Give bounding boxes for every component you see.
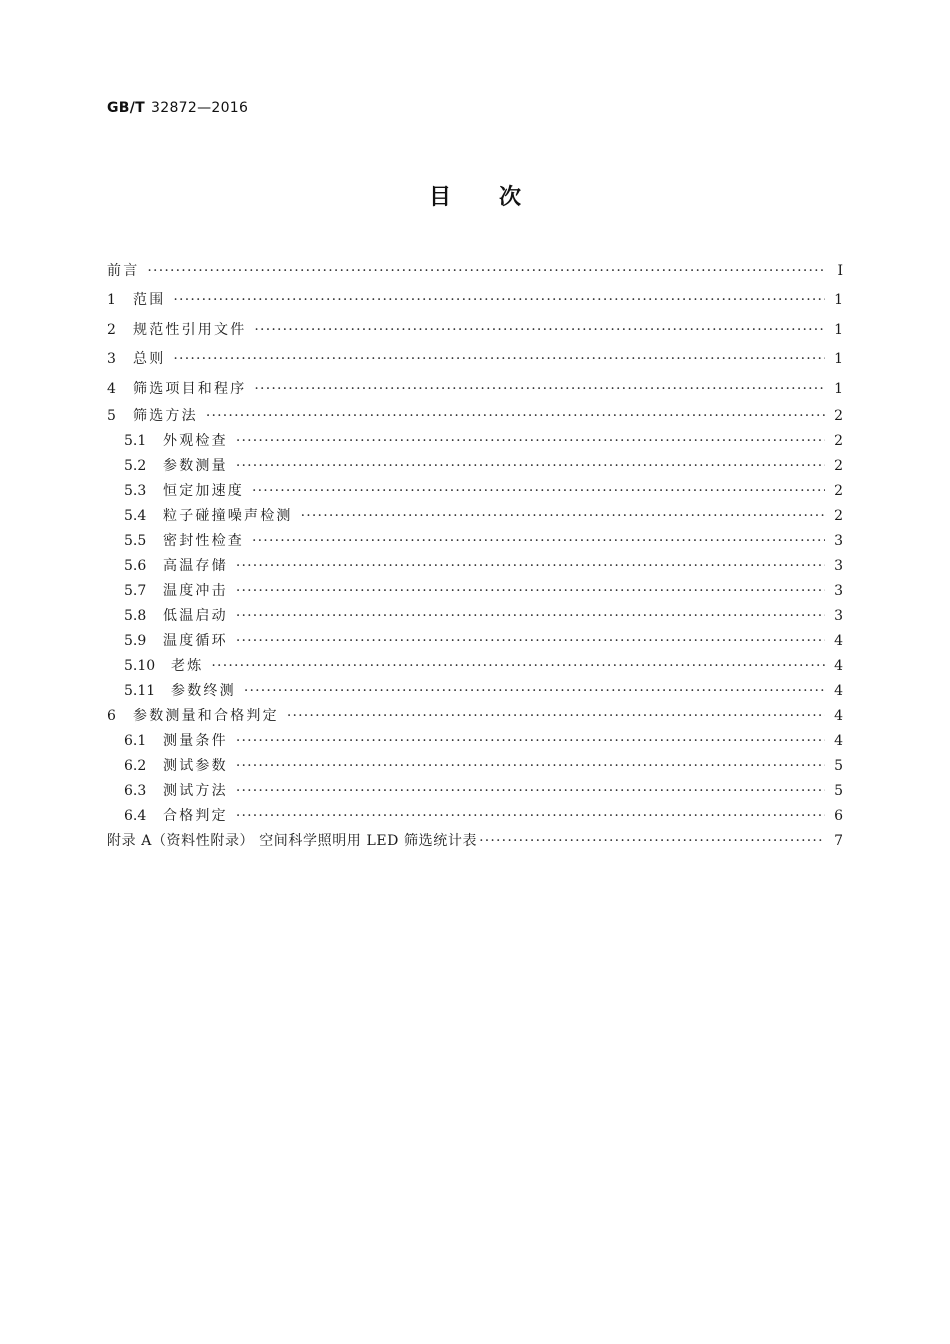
toc-entry-page: 4 bbox=[834, 733, 843, 749]
toc-entry-page: 1 bbox=[834, 380, 843, 397]
toc-entry-label: 范围 bbox=[133, 292, 166, 309]
toc-entry-page: 1 bbox=[834, 321, 843, 338]
toc-entry-6-2[interactable] bbox=[107, 754, 843, 779]
toc-entry-label: 高温存储 bbox=[163, 558, 228, 574]
toc-entry-label: 测试参数 bbox=[163, 758, 228, 774]
toc-leader-dots bbox=[254, 320, 825, 340]
toc-leader-dots bbox=[236, 431, 825, 451]
toc-entry-number: 1 bbox=[107, 292, 116, 309]
toc-entry-label: 低温启动 bbox=[163, 608, 228, 624]
toc-entry-label: 筛选方法 bbox=[133, 408, 198, 424]
toc-entry-label: 规范性引用文件 bbox=[133, 321, 247, 338]
toc-entry-5-9[interactable] bbox=[107, 629, 843, 654]
toc-entry-page: 4 bbox=[834, 658, 843, 674]
toc-entry-6-3[interactable] bbox=[107, 779, 843, 804]
toc-entry-label: 测试方法 bbox=[163, 783, 228, 799]
toc-leader-dots bbox=[236, 606, 825, 626]
toc-entry-number: 5.1 bbox=[124, 433, 147, 449]
toc-leader-dots bbox=[173, 290, 825, 310]
toc-entry-number: 5.4 bbox=[124, 508, 147, 524]
toc-entry-annex-a[interactable] bbox=[107, 829, 843, 854]
table-of-contents bbox=[107, 256, 843, 854]
toc-entry-5-7[interactable] bbox=[107, 579, 843, 604]
toc-entry-label: 恒定加速度 bbox=[163, 483, 244, 499]
toc-entry-number: 4 bbox=[107, 380, 116, 397]
toc-entry-number: 2 bbox=[107, 321, 116, 338]
toc-entry-number: 6.1 bbox=[124, 733, 147, 749]
toc-entry-page: 2 bbox=[834, 508, 843, 524]
toc-entry-page: 2 bbox=[834, 458, 843, 474]
toc-leader-dots bbox=[287, 706, 825, 726]
toc-entry-number: 5.8 bbox=[124, 608, 147, 624]
toc-entry-6-1[interactable] bbox=[107, 729, 843, 754]
toc-entry-label: 总则 bbox=[133, 351, 166, 368]
toc-entry-page: 1 bbox=[834, 351, 843, 368]
toc-entry-page: 3 bbox=[834, 608, 843, 624]
toc-entry-label: 附录 A（资料性附录） 空间科学照明用 LED 筛选统计表 bbox=[107, 833, 478, 849]
toc-entry-number: 5.5 bbox=[124, 533, 147, 549]
toc-entry-page: 4 bbox=[834, 708, 843, 724]
toc-entry-page: 7 bbox=[834, 833, 843, 849]
toc-entry-label: 老炼 bbox=[171, 658, 204, 674]
toc-entry-number: 5.9 bbox=[124, 633, 147, 649]
toc-entry-page: 6 bbox=[834, 808, 843, 824]
toc-leader-dots bbox=[206, 406, 825, 426]
toc-entry-number: 6.2 bbox=[124, 758, 147, 774]
toc-leader-dots bbox=[254, 379, 825, 399]
toc-leader-dots bbox=[236, 756, 825, 776]
toc-entry-5-11[interactable] bbox=[107, 679, 843, 704]
toc-entry-label: 粒子碰撞噪声检测 bbox=[163, 508, 293, 524]
toc-entry-number: 6.3 bbox=[124, 783, 147, 799]
toc-leader-dots bbox=[301, 506, 825, 526]
toc-entry-5-2[interactable] bbox=[107, 454, 843, 479]
toc-entry-number: 3 bbox=[107, 351, 116, 368]
toc-entry-5-8[interactable] bbox=[107, 604, 843, 629]
toc-entry-label: 外观检查 bbox=[163, 433, 228, 449]
toc-leader-dots bbox=[236, 556, 825, 576]
toc-entry-5-3[interactable] bbox=[107, 479, 843, 504]
toc-entry-number: 5.3 bbox=[124, 483, 147, 499]
toc-entry-4[interactable] bbox=[107, 374, 843, 404]
toc-entry-label: 参数终测 bbox=[171, 683, 236, 699]
toc-entry-page: 3 bbox=[834, 583, 843, 599]
standard-number: 32872—2016 bbox=[151, 100, 249, 116]
toc-entry-label: 参数测量 bbox=[163, 458, 228, 474]
toc-entry-foreword[interactable] bbox=[107, 256, 843, 286]
toc-leader-dots bbox=[252, 531, 825, 551]
toc-entry-number: 5.2 bbox=[124, 458, 147, 474]
toc-leader-dots bbox=[173, 349, 825, 369]
toc-leader-dots bbox=[147, 261, 825, 281]
toc-entry-5-4[interactable] bbox=[107, 504, 843, 529]
toc-entry-label: 前言 bbox=[107, 262, 140, 279]
toc-entry-2[interactable] bbox=[107, 315, 843, 345]
toc-entry-page: 2 bbox=[834, 483, 843, 499]
toc-entry-5-1[interactable] bbox=[107, 429, 843, 454]
toc-entry-6-4[interactable] bbox=[107, 804, 843, 829]
toc-leader-dots bbox=[236, 631, 825, 651]
toc-leader-dots bbox=[252, 481, 825, 501]
page-title: 目次 bbox=[428, 185, 569, 210]
toc-entry-5-5[interactable] bbox=[107, 529, 843, 554]
toc-entry-label: 温度循环 bbox=[163, 633, 228, 649]
toc-leader-dots bbox=[236, 581, 825, 601]
toc-leader-dots bbox=[211, 656, 825, 676]
toc-entry-page: 3 bbox=[834, 533, 843, 549]
toc-leader-dots bbox=[236, 806, 825, 826]
standard-prefix: GB/T bbox=[107, 100, 146, 116]
toc-entry-number: 5.6 bbox=[124, 558, 147, 574]
toc-entry-label: 密封性检查 bbox=[163, 533, 244, 549]
toc-entry-page: 1 bbox=[834, 292, 843, 309]
toc-entry-5-6[interactable] bbox=[107, 554, 843, 579]
toc-entry-number: 5.7 bbox=[124, 583, 147, 599]
toc-entry-5[interactable] bbox=[107, 404, 843, 429]
toc-entry-5-10[interactable] bbox=[107, 654, 843, 679]
toc-entry-page: 4 bbox=[834, 633, 843, 649]
toc-leader-dots bbox=[236, 731, 825, 751]
toc-entry-number: 5.11 bbox=[124, 683, 156, 699]
toc-entry-label: 温度冲击 bbox=[163, 583, 228, 599]
toc-leader-dots bbox=[236, 781, 825, 801]
toc-entry-number: 6.4 bbox=[124, 808, 147, 824]
toc-entry-label: 筛选项目和程序 bbox=[133, 380, 247, 397]
toc-entry-page: 2 bbox=[834, 408, 843, 424]
toc-entry-page: 5 bbox=[834, 783, 843, 799]
toc-entry-page: 4 bbox=[834, 683, 843, 699]
toc-leader-dots bbox=[236, 456, 825, 476]
toc-entry-page: 3 bbox=[834, 558, 843, 574]
toc-leader-dots bbox=[479, 831, 825, 851]
toc-entry-label: 参数测量和合格判定 bbox=[133, 708, 279, 724]
toc-entry-1[interactable] bbox=[107, 286, 843, 316]
toc-entry-label: 测量条件 bbox=[163, 733, 228, 749]
standard-code bbox=[107, 100, 248, 116]
toc-entry-page: 2 bbox=[834, 433, 843, 449]
toc-entry-number: 5.10 bbox=[124, 658, 156, 674]
toc-entry-3[interactable] bbox=[107, 345, 843, 375]
toc-entry-6[interactable] bbox=[107, 704, 843, 729]
toc-entry-number: 5 bbox=[107, 408, 116, 424]
toc-entry-label: 合格判定 bbox=[163, 808, 228, 824]
toc-entry-page: Ⅰ bbox=[837, 262, 843, 279]
toc-entry-number: 6 bbox=[107, 708, 116, 724]
toc-entry-page: 5 bbox=[834, 758, 843, 774]
toc-leader-dots bbox=[244, 681, 825, 701]
